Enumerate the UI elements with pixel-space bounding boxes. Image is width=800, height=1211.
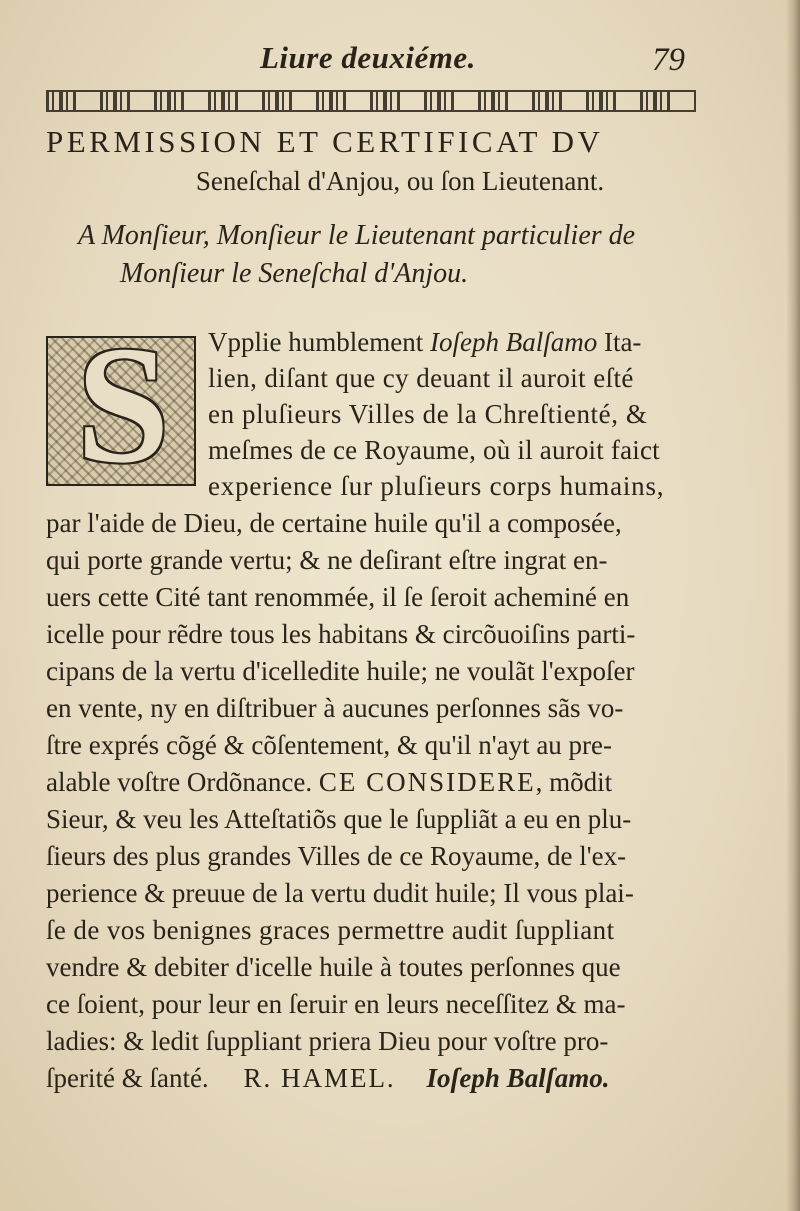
body-line: par l'aide de Dieu, de certaine huile qu'il a composée, — [46, 508, 622, 538]
body-line — [46, 767, 612, 798]
ornamental-headband — [46, 90, 696, 112]
body-line: ſtre exprés cõgé & cõſentement, & qu'il n'ayt au pre- — [46, 730, 613, 760]
decorated-initial — [46, 312, 196, 498]
signature-balsamo: Ioſeph Balſamo. — [426, 1063, 610, 1093]
section-heading: PERMISSION ET CERTIFICAT DV — [46, 124, 604, 159]
section-subheading: Seneſchal d'Anjou, ou ſon Lieutenant. — [195, 166, 605, 196]
address-line-1: A Monſieur, Monſieur le Lieutenant particulier de — [78, 220, 636, 251]
body-line: uers cette Cité tant renommée, il ſe ſeroit acheminé en — [46, 582, 630, 612]
decorated-initial-letter: S — [76, 312, 170, 498]
body-line: experience ſur pluſieurs corps humains, — [208, 471, 665, 501]
body-line: en pluſieurs Villes de la Chreſtienté, & — [208, 399, 648, 429]
body-line: ſe de vos benignes graces permettre audit ſuppliant — [46, 915, 615, 945]
body-line: en vente, ny en diſtribuer à aucunes perſonnes sãs vo- — [46, 693, 624, 723]
body-line — [208, 327, 641, 358]
signature-hamel: R. HAMEL. — [243, 1063, 396, 1093]
body-line: cipans de la vertu d'icelledite huile; ne voulãt l'expoſer — [46, 656, 635, 686]
body-line: ladies: & ledit ſuppliant priera Dieu pour voſtre pro- — [46, 1026, 609, 1056]
body-line: icelle pour rẽdre tous les habitans & circõuoiſins parti- — [46, 619, 636, 649]
body-text: Vpplie humblement — [208, 327, 424, 357]
running-title: Liure deuxiéme. — [260, 40, 476, 75]
running-head — [0, 40, 800, 90]
body-line — [46, 1063, 609, 1094]
body-line: ſieurs des plus grandes Villes de ce Royaume, de l'ex- — [46, 841, 627, 871]
body-line: Sieur, & veu les Atteſtatiõs que le ſuppliãt a eu en plu- — [46, 804, 632, 834]
body-line: ce ſoient, pour leur en ſeruir en leurs neceſſitez & ma- — [46, 989, 626, 1019]
body-text: , mõdit — [535, 767, 613, 797]
address-line-2: Monſieur le Seneſchal d'Anjou. — [120, 258, 469, 289]
body-text: ſperité & ſanté. — [46, 1063, 209, 1093]
body-text: alable voſtre Ordõnance. — [46, 767, 313, 797]
body-line: meſmes de ce Royaume, où il auroit faict — [208, 435, 660, 465]
body-line: perience & preuue de la vertu dudit huile; Il vous plai- — [46, 878, 634, 908]
body-text: Ita- — [603, 327, 642, 357]
body-line: qui porte grande vertu; & ne deſirant eſtre ingrat en- — [46, 545, 608, 575]
body-line: lien, diſant que cy deuant il auroit eſté — [208, 363, 634, 393]
petitioner-name: Ioſeph Balſamo — [429, 327, 598, 357]
body-line: vendre & debiter d'icelle huile à toutes perſonnes que — [46, 952, 621, 982]
formula-ce-considere: CE CONSIDERE — [318, 767, 536, 797]
page-number: 79 — [652, 42, 685, 78]
